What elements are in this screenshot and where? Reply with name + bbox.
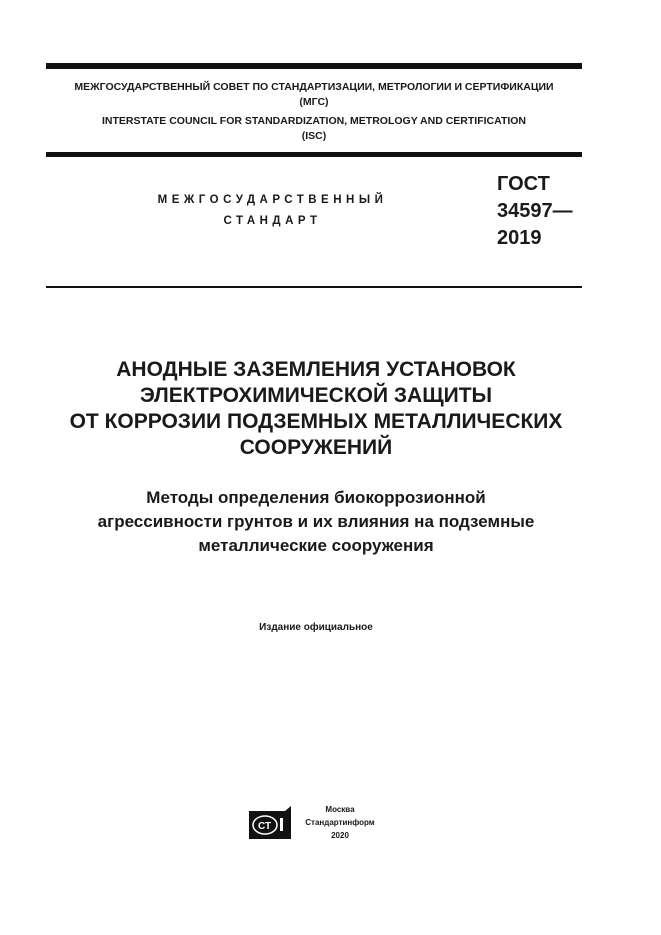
publisher-year: 2020 [331,831,349,840]
gost-label: ГОСТ [497,173,550,195]
section-rule [46,286,582,288]
gost-designation [497,171,573,252]
document-title [30,357,602,461]
subtitle-line: Методы определения биокоррозионной [146,488,486,507]
standard-type-line2: СТАНДАРТ [223,215,322,227]
document-subtitle [30,486,602,558]
publisher-city: Москва [325,805,355,814]
title-line: ЭЛЕКТРОХИМИЧЕСКОЙ ЗАЩИТЫ [139,384,493,407]
header-rule [46,152,582,157]
standard-type-line1: МЕЖГОСУДАРСТВЕННЫЙ [157,194,388,206]
title-line: СООРУЖЕНИЙ [239,436,393,459]
council-ru: МЕЖГОСУДАРСТВЕННЫЙ СОВЕТ ПО СТАНДАРТИЗАЦИИ, МЕТРОЛОГИИ И СЕРТИФИКАЦИИ [74,81,554,93]
gost-year: 2019 [497,227,542,249]
publisher-info [300,803,380,842]
standartinform-logo-icon [247,805,293,841]
subtitle-line: агрессивности грунтов и их влияния на подземные [97,512,535,531]
svg-text:СТ: СТ [258,821,272,832]
edition-label: Издание официальное [259,622,373,633]
title-line: АНОДНЫЕ ЗАЗЕМЛЕНИЯ УСТАНОВОК [116,358,516,381]
abbr-en: (ISC) [301,130,327,142]
gost-number: 34597— [497,200,573,222]
title-line: ОТ КОРРОЗИИ ПОДЗЕМНЫХ МЕТАЛЛИЧЕСКИХ [69,410,563,433]
subtitle-line: металлические сооружения [198,536,434,555]
council-en: INTERSTATE COUNCIL FOR STANDARDIZATION, METROLOGY AND CERTIFICATION [101,115,527,127]
top-rule [46,63,582,69]
standard-type [140,190,405,232]
council-header [46,80,582,144]
abbr-ru: (МГС) [299,96,329,108]
publisher-name: Стандартинформ [305,818,375,827]
